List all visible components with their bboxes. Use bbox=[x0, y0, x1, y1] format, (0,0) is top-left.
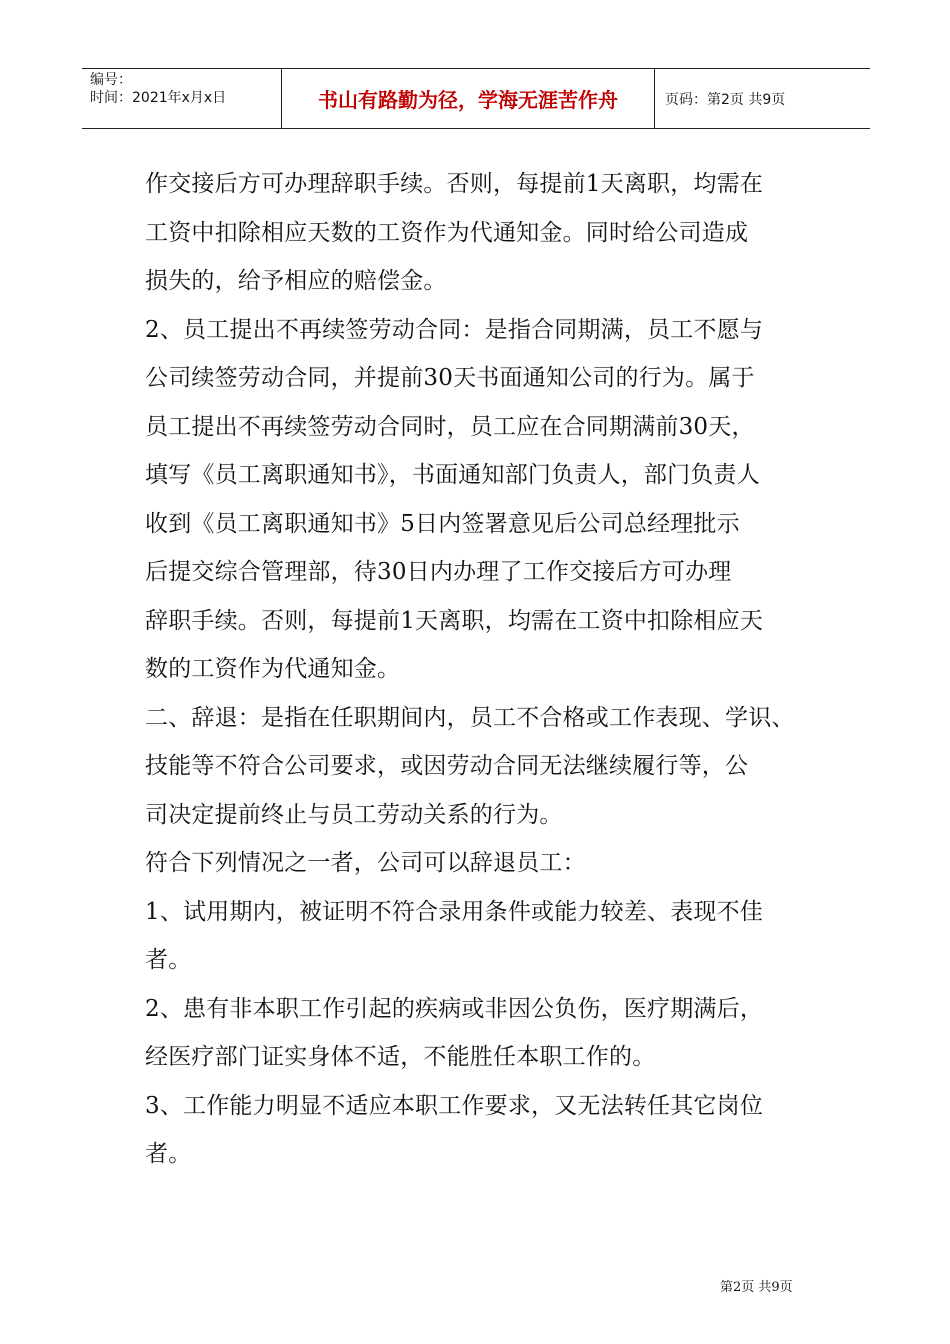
body-line: 数的工资作为代通知金。 bbox=[145, 656, 401, 682]
header-page-number: 页码：第2页 共9页 bbox=[665, 91, 786, 108]
body-line: 2、患有非本职工作引起的疾病或非因公负伤，医疗期满后， bbox=[145, 995, 764, 1022]
body-line: 2、员工提出不再续签劳动合同：是指合同期满，员工不愿与 bbox=[145, 316, 764, 343]
document-header bbox=[82, 68, 870, 129]
footer-page-number: 第2页 共9页 bbox=[720, 1280, 793, 1295]
header-motto: 书山有路勤为径，学海无涯苦作舟 bbox=[282, 69, 655, 128]
body-line: 者。 bbox=[145, 1141, 192, 1167]
body-line: 收到《员工离职通知书》5日内签署意见后公司总经理批示 bbox=[145, 510, 740, 537]
document-number-label: 编号： bbox=[90, 72, 132, 88]
document-time-label: 时间：2021年x月x日 bbox=[90, 90, 227, 106]
body-line: 司决定提前终止与员工劳动关系的行为。 bbox=[145, 801, 563, 828]
body-line: 1、试用期内，被证明不符合录用条件或能力较差、表现不佳 bbox=[145, 898, 764, 925]
body-line: 填写《员工离职通知书》，书面通知部门负责人，部门负责人 bbox=[145, 462, 760, 488]
header-meta-cell bbox=[82, 69, 282, 128]
body-line: 员工提出不再续签劳动合同时，员工应在合同期满前30天， bbox=[145, 413, 755, 440]
body-line: 公司续签劳动合同，并提前30天书面通知公司的行为。属于 bbox=[145, 365, 755, 391]
body-line: 符合下列情况之一者，公司可以辞退员工： bbox=[145, 850, 586, 876]
body-line: 技能等不符合公司要求，或因劳动合同无法继续履行等，公 bbox=[145, 753, 749, 779]
document-body bbox=[145, 160, 813, 1179]
body-line: 经医疗部门证实身体不适，不能胜任本职工作的。 bbox=[145, 1044, 656, 1070]
body-line: 后提交综合管理部，待30日内办理了工作交接后方可办理 bbox=[145, 559, 732, 585]
body-line: 者。 bbox=[145, 947, 192, 973]
body-line: 3、工作能力明显不适应本职工作要求，又无法转任其它岗位 bbox=[145, 1092, 764, 1119]
body-line: 辞职手续。否则，每提前1天离职，均需在工资中扣除相应天 bbox=[145, 607, 764, 634]
body-line: 作交接后方可办理辞职手续。否则，每提前1天离职，均需在 bbox=[145, 171, 764, 197]
body-line: 损失的，给予相应的赔偿金。 bbox=[145, 268, 447, 294]
body-line: 二、辞退：是指在任职期间内，员工不合格或工作表现、学识、 bbox=[145, 704, 795, 731]
body-line: 工资中扣除相应天数的工资作为代通知金。同时给公司造成 bbox=[145, 219, 749, 246]
